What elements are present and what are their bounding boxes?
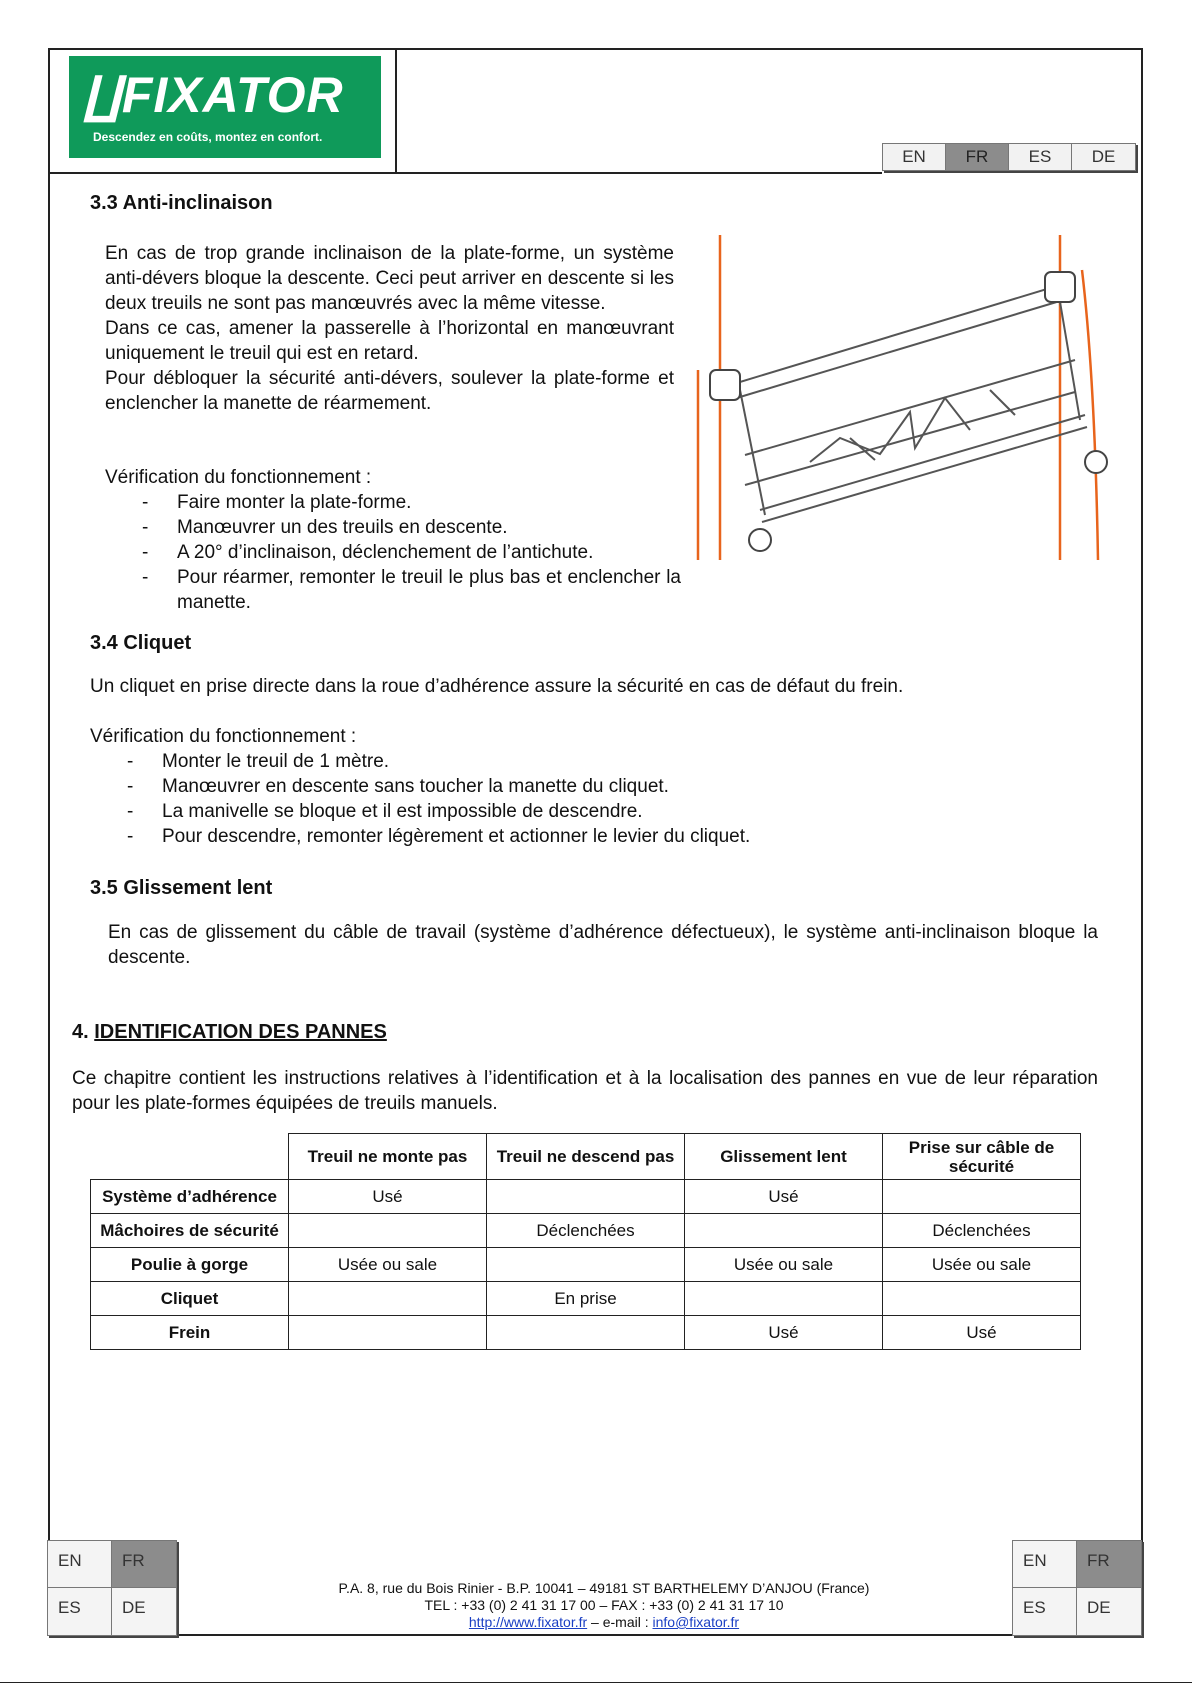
- footer-language-grid-right: [1012, 1540, 1142, 1636]
- table-cell: [487, 1316, 685, 1350]
- table-row: [91, 1180, 1081, 1214]
- lang-tab-es[interactable]: ES: [48, 1588, 112, 1635]
- email-label: – e-mail :: [587, 1614, 653, 1630]
- table-cell: [685, 1214, 883, 1248]
- row-header: Mâchoires de sécurité: [91, 1214, 289, 1248]
- table-cell: Usée ou sale: [289, 1248, 487, 1282]
- table-cell: [883, 1180, 1081, 1214]
- column-header: Treuil ne descend pas: [487, 1134, 685, 1180]
- section-3-3-text-2: Dans ce cas, amener la passerelle à l’horizontal en manœuvrant uniquement le treuil qui est en retard.: [105, 318, 674, 364]
- lang-tab-de[interactable]: DE: [112, 1588, 176, 1635]
- section-3-5-title: 3.5 Glissement lent: [90, 877, 273, 899]
- platform-illustration: [690, 230, 1115, 560]
- section-3-4-paragraph: Un cliquet en prise directe dans la roue d’adhérence assure la sécurité en cas de défaut du frein.: [90, 676, 904, 697]
- table-cell: En prise: [487, 1282, 685, 1316]
- header-divider: [395, 48, 397, 173]
- fault-table: [90, 1133, 1081, 1350]
- step-text: Pour descendre, remonter légèrement et actionner le levier du cliquet.: [162, 826, 751, 847]
- footer-links: [200, 1614, 1008, 1631]
- table-cell: Usé: [685, 1316, 883, 1350]
- logo-word: ∐FIXATOR: [83, 67, 344, 123]
- step-text: Faire monter la plate-forme.: [177, 492, 412, 513]
- table-cell: [487, 1180, 685, 1214]
- row-header: Système d’adhérence: [91, 1180, 289, 1214]
- column-header: Glissement lent: [685, 1134, 883, 1180]
- row-header: Cliquet: [91, 1282, 289, 1316]
- table-cell: [685, 1282, 883, 1316]
- step-text: Monter le treuil de 1 mètre.: [162, 751, 390, 772]
- section-3-4-title: 3.4 Cliquet: [90, 632, 192, 654]
- list-item: - Faire monter la plate-forme.: [142, 492, 412, 513]
- section-3-3-paragraph: [105, 241, 674, 416]
- list-item: - Manœuvrer en descente sans toucher la manette du cliquet.: [127, 776, 669, 797]
- table-cell: Déclenchées: [883, 1214, 1081, 1248]
- table-header-row: [91, 1134, 1081, 1180]
- table-row: [91, 1282, 1081, 1316]
- step-text: Pour réarmer, remonter le treuil le plus bas et enclencher la manette.: [177, 567, 681, 613]
- table-cell: Usé: [685, 1180, 883, 1214]
- logo-tagline: Descendez en coûts, montez en confort.: [93, 130, 323, 144]
- lang-tab-es[interactable]: ES: [1009, 144, 1072, 170]
- column-header: Treuil ne monte pas: [289, 1134, 487, 1180]
- list-item: - A 20° d’inclinaison, déclenchement de l’antichute.: [142, 542, 594, 563]
- section-4-title: IDENTIFICATION DES PANNES: [94, 1021, 387, 1043]
- step-text: A 20° d’inclinaison, déclenchement de l’antichute.: [177, 542, 594, 563]
- lang-tab-fr[interactable]: FR: [112, 1541, 176, 1588]
- table-row: [91, 1214, 1081, 1248]
- row-header: Poulie à gorge: [91, 1248, 289, 1282]
- column-header: Prise sur câble de sécurité: [883, 1134, 1081, 1180]
- list-item: - Manœuvrer un des treuils en descente.: [142, 517, 508, 538]
- table-cell: [289, 1316, 487, 1350]
- row-header: Frein: [91, 1316, 289, 1350]
- website-link[interactable]: http://www.fixator.fr: [468, 1614, 588, 1630]
- table-cell: [487, 1248, 685, 1282]
- section-3-4-check-label: Vérification du fonctionnement :: [90, 726, 357, 747]
- section-3-3-title: 3.3 Anti-inclinaison: [90, 192, 273, 214]
- table-cell: [289, 1282, 487, 1316]
- list-item: - Pour descendre, remonter légèrement et actionner le levier du cliquet.: [127, 826, 751, 847]
- header-rule: [48, 172, 882, 174]
- section-4-paragraph: Ce chapitre contient les instructions relatives à l’identification et à la localisation des pannes en vue de leur réparation pour les plate-formes équipées de treuils manuels.: [72, 1068, 1098, 1114]
- language-tabs: [882, 143, 1136, 171]
- table-row: [91, 1248, 1081, 1282]
- table-cell: [883, 1282, 1081, 1316]
- section-4-number: 4.: [72, 1021, 95, 1043]
- footer-language-grid-left: [47, 1540, 177, 1636]
- list-item: - Pour réarmer, remonter le treuil le plus bas et enclencher la manette.: [142, 567, 681, 613]
- table-cell: Déclenchées: [487, 1214, 685, 1248]
- table-row: [91, 1316, 1081, 1350]
- step-text: Manœuvrer un des treuils en descente.: [177, 517, 508, 538]
- section-3-3-steps: [142, 490, 681, 615]
- lang-tab-en[interactable]: EN: [48, 1541, 112, 1588]
- lang-tab-fr[interactable]: FR: [1077, 1541, 1141, 1588]
- table-cell: Usée ou sale: [685, 1248, 883, 1282]
- section-3-4-steps: [127, 749, 1062, 849]
- section-4-heading: [72, 1021, 387, 1044]
- footer-address: P.A. 8, rue du Bois Rinier - B.P. 10041 – 49181 ST BARTHELEMY D’ANJOU (France): [338, 1580, 870, 1596]
- page-bottom-rule: [0, 1682, 1192, 1683]
- section-3-3-text-3: Pour débloquer la sécurité anti-dévers, soulever la plate-forme et enclencher la manette de réarmement.: [105, 368, 674, 414]
- lang-tab-en[interactable]: EN: [883, 144, 946, 170]
- lang-tab-es[interactable]: ES: [1013, 1588, 1077, 1635]
- step-text: La manivelle se bloque et il est impossible de descendre.: [162, 801, 643, 822]
- section-3-5-paragraph: En cas de glissement du câble de travail (système d’adhérence défectueux), le système anti-inclinaison bloque la descente.: [108, 922, 1098, 968]
- list-item: - La manivelle se bloque et il est impossible de descendre.: [127, 801, 643, 822]
- table-cell: Usé: [289, 1180, 487, 1214]
- lang-tab-de[interactable]: DE: [1077, 1588, 1141, 1635]
- table-corner: [91, 1134, 289, 1180]
- footer-phone: TEL : +33 (0) 2 41 31 17 00 – FAX : +33 (0) 2 41 31 17 10: [424, 1597, 784, 1613]
- lang-tab-de[interactable]: DE: [1072, 144, 1135, 170]
- lang-tab-fr[interactable]: FR: [946, 144, 1009, 170]
- table-cell: [289, 1214, 487, 1248]
- table-cell: Usée ou sale: [883, 1248, 1081, 1282]
- section-3-3-check-label: Vérification du fonctionnement :: [105, 467, 372, 488]
- step-text: Manœuvrer en descente sans toucher la manette du cliquet.: [162, 776, 669, 797]
- list-item: - Monter le treuil de 1 mètre.: [127, 751, 390, 772]
- fixator-logo: [69, 56, 381, 158]
- footer-contact: [200, 1580, 1008, 1631]
- table-cell: Usé: [883, 1316, 1081, 1350]
- lang-tab-en[interactable]: EN: [1013, 1541, 1077, 1588]
- email-link[interactable]: info@fixator.fr: [652, 1614, 740, 1630]
- section-3-3-text-1: En cas de trop grande inclinaison de la plate-forme, un système anti-dévers bloque la descente. Ceci peut arriver en descente si les deux treuils ne sont pas manœuvrés avec la même vitesse.: [105, 243, 674, 314]
